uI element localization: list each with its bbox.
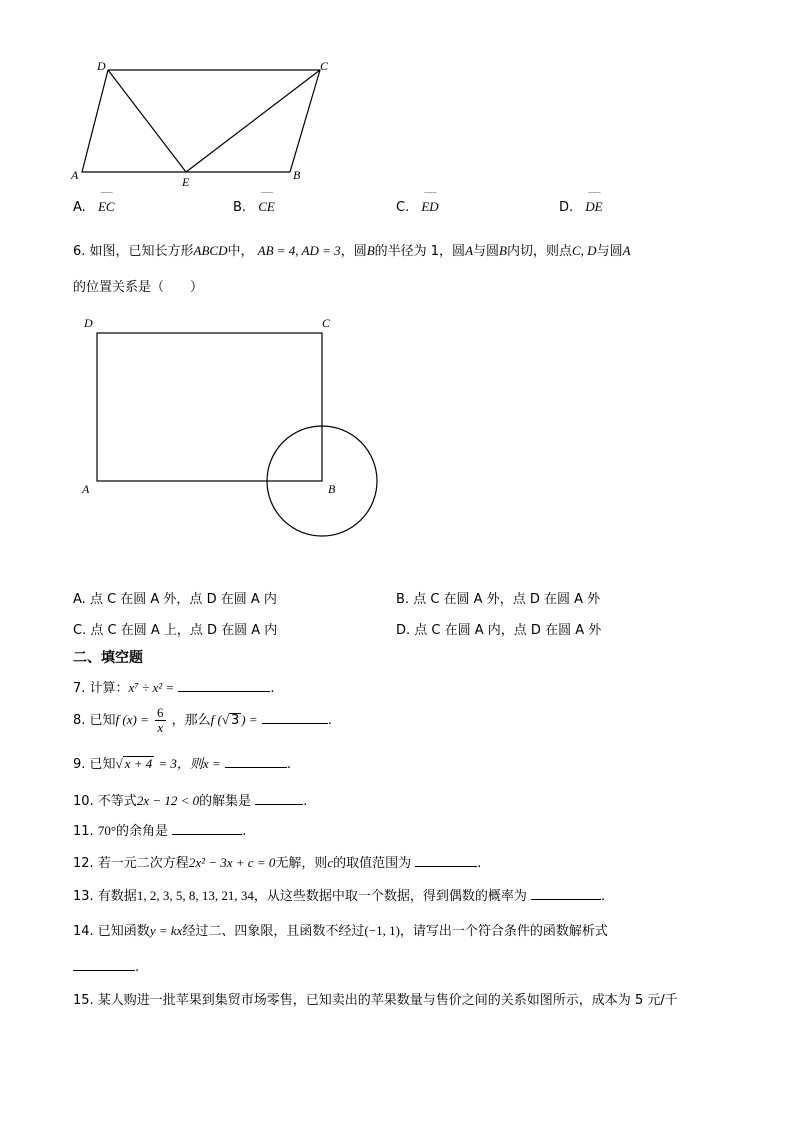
- option-letter: D.: [559, 200, 574, 215]
- answer-blank[interactable]: [531, 887, 601, 900]
- section-title: 二、填空题: [73, 650, 143, 666]
- label-A: A: [71, 168, 79, 182]
- arc-label: ⌒⌒ ED: [421, 192, 439, 214]
- label-C: C: [322, 316, 331, 330]
- option-letter: A.: [73, 200, 86, 215]
- q7: 7. 计算：x⁷ ÷ x² = .: [73, 680, 275, 696]
- answer-blank[interactable]: [73, 958, 135, 971]
- label-A: A: [82, 482, 90, 496]
- label-D: D: [97, 59, 106, 73]
- parallelogram-outline: [82, 70, 320, 172]
- option-letter: B.: [233, 200, 247, 215]
- segment-CE: [186, 70, 320, 172]
- option-letter: C.: [396, 200, 410, 215]
- arc-label: ⌒⌒ EC: [97, 192, 115, 214]
- label-B: B: [328, 482, 336, 496]
- q6-option-b[interactable]: B. 点 C 在圆 A 外，点 D 在圆 A 外: [396, 592, 601, 607]
- q13: 13. 有数据1, 2, 3, 5, 8, 13, 21, 34，从这些数据中取一个数据，得到偶数的概率为 .: [73, 888, 606, 904]
- label-E: E: [182, 175, 190, 189]
- q14: 14. 已知函数y = kx经过二、四象限，且函数不经过(−1, 1)，请写出一个符合条件的函数解析式: [73, 923, 608, 939]
- q15: 15. 某人购进一批苹果到集贸市场零售，已知卖出的苹果数量与售价之间的关系如图所示，成本为 5 元/千: [73, 993, 678, 1008]
- q11: 11. 70°的余角是 .: [73, 823, 247, 839]
- q14-answer-line: .: [73, 958, 139, 975]
- q6-option-a[interactable]: A. 点 C 在圆 A 外，点 D 在圆 A 内: [73, 592, 277, 607]
- label-C: C: [320, 59, 329, 73]
- answer-blank[interactable]: [178, 679, 270, 692]
- segment-DE: [108, 70, 186, 172]
- rectangle-circle-figure: [76, 312, 386, 542]
- fraction: $\frac{6}{x}$: [157, 705, 164, 735]
- answer-blank[interactable]: [415, 854, 477, 867]
- q6-option-d[interactable]: D. 点 C 在圆 A 内，点 D 在圆 A 外: [396, 623, 602, 638]
- arc-label: ⌒⌒ DE: [585, 192, 603, 214]
- rectangle-ABCD: [97, 333, 322, 481]
- answer-blank[interactable]: [225, 755, 287, 768]
- arc-label: ⌒⌒ CE: [258, 192, 275, 214]
- answer-blank[interactable]: [262, 711, 328, 724]
- q9: 9. 已知√ x + 4 = 3，则x = .: [73, 756, 291, 772]
- q5-option-d[interactable]: [559, 192, 603, 215]
- q8: 8. 已知f (x) = $\frac{6}{x}$ ，那么f (√ 3 ) = .: [73, 705, 332, 735]
- answer-blank[interactable]: [255, 792, 303, 805]
- q5-option-a[interactable]: [73, 192, 115, 215]
- q5-option-b[interactable]: [233, 192, 275, 215]
- label-B: B: [293, 168, 301, 182]
- label-D: D: [84, 316, 93, 330]
- answer-blank[interactable]: [172, 822, 242, 835]
- q6-stem-line2: 的位置关系是（ ）: [73, 280, 204, 295]
- q10: 10. 不等式2x − 12 < 0的解集是 .: [73, 793, 308, 809]
- q6-stem-line1: 6. 如图，已知长方形ABCD中， AB = 4, AD = 3，圆B的半径为 1，圆A与圆B内切，则点C, D与圆A: [73, 243, 631, 259]
- q12: 12. 若一元二次方程2x² − 3x + c = 0无解，则c的取值范围为 .: [73, 855, 482, 871]
- q5-option-c[interactable]: [396, 192, 439, 215]
- parallelogram-figure: [68, 58, 338, 193]
- q6-option-c[interactable]: C. 点 C 在圆 A 上，点 D 在圆 A 内: [73, 623, 278, 638]
